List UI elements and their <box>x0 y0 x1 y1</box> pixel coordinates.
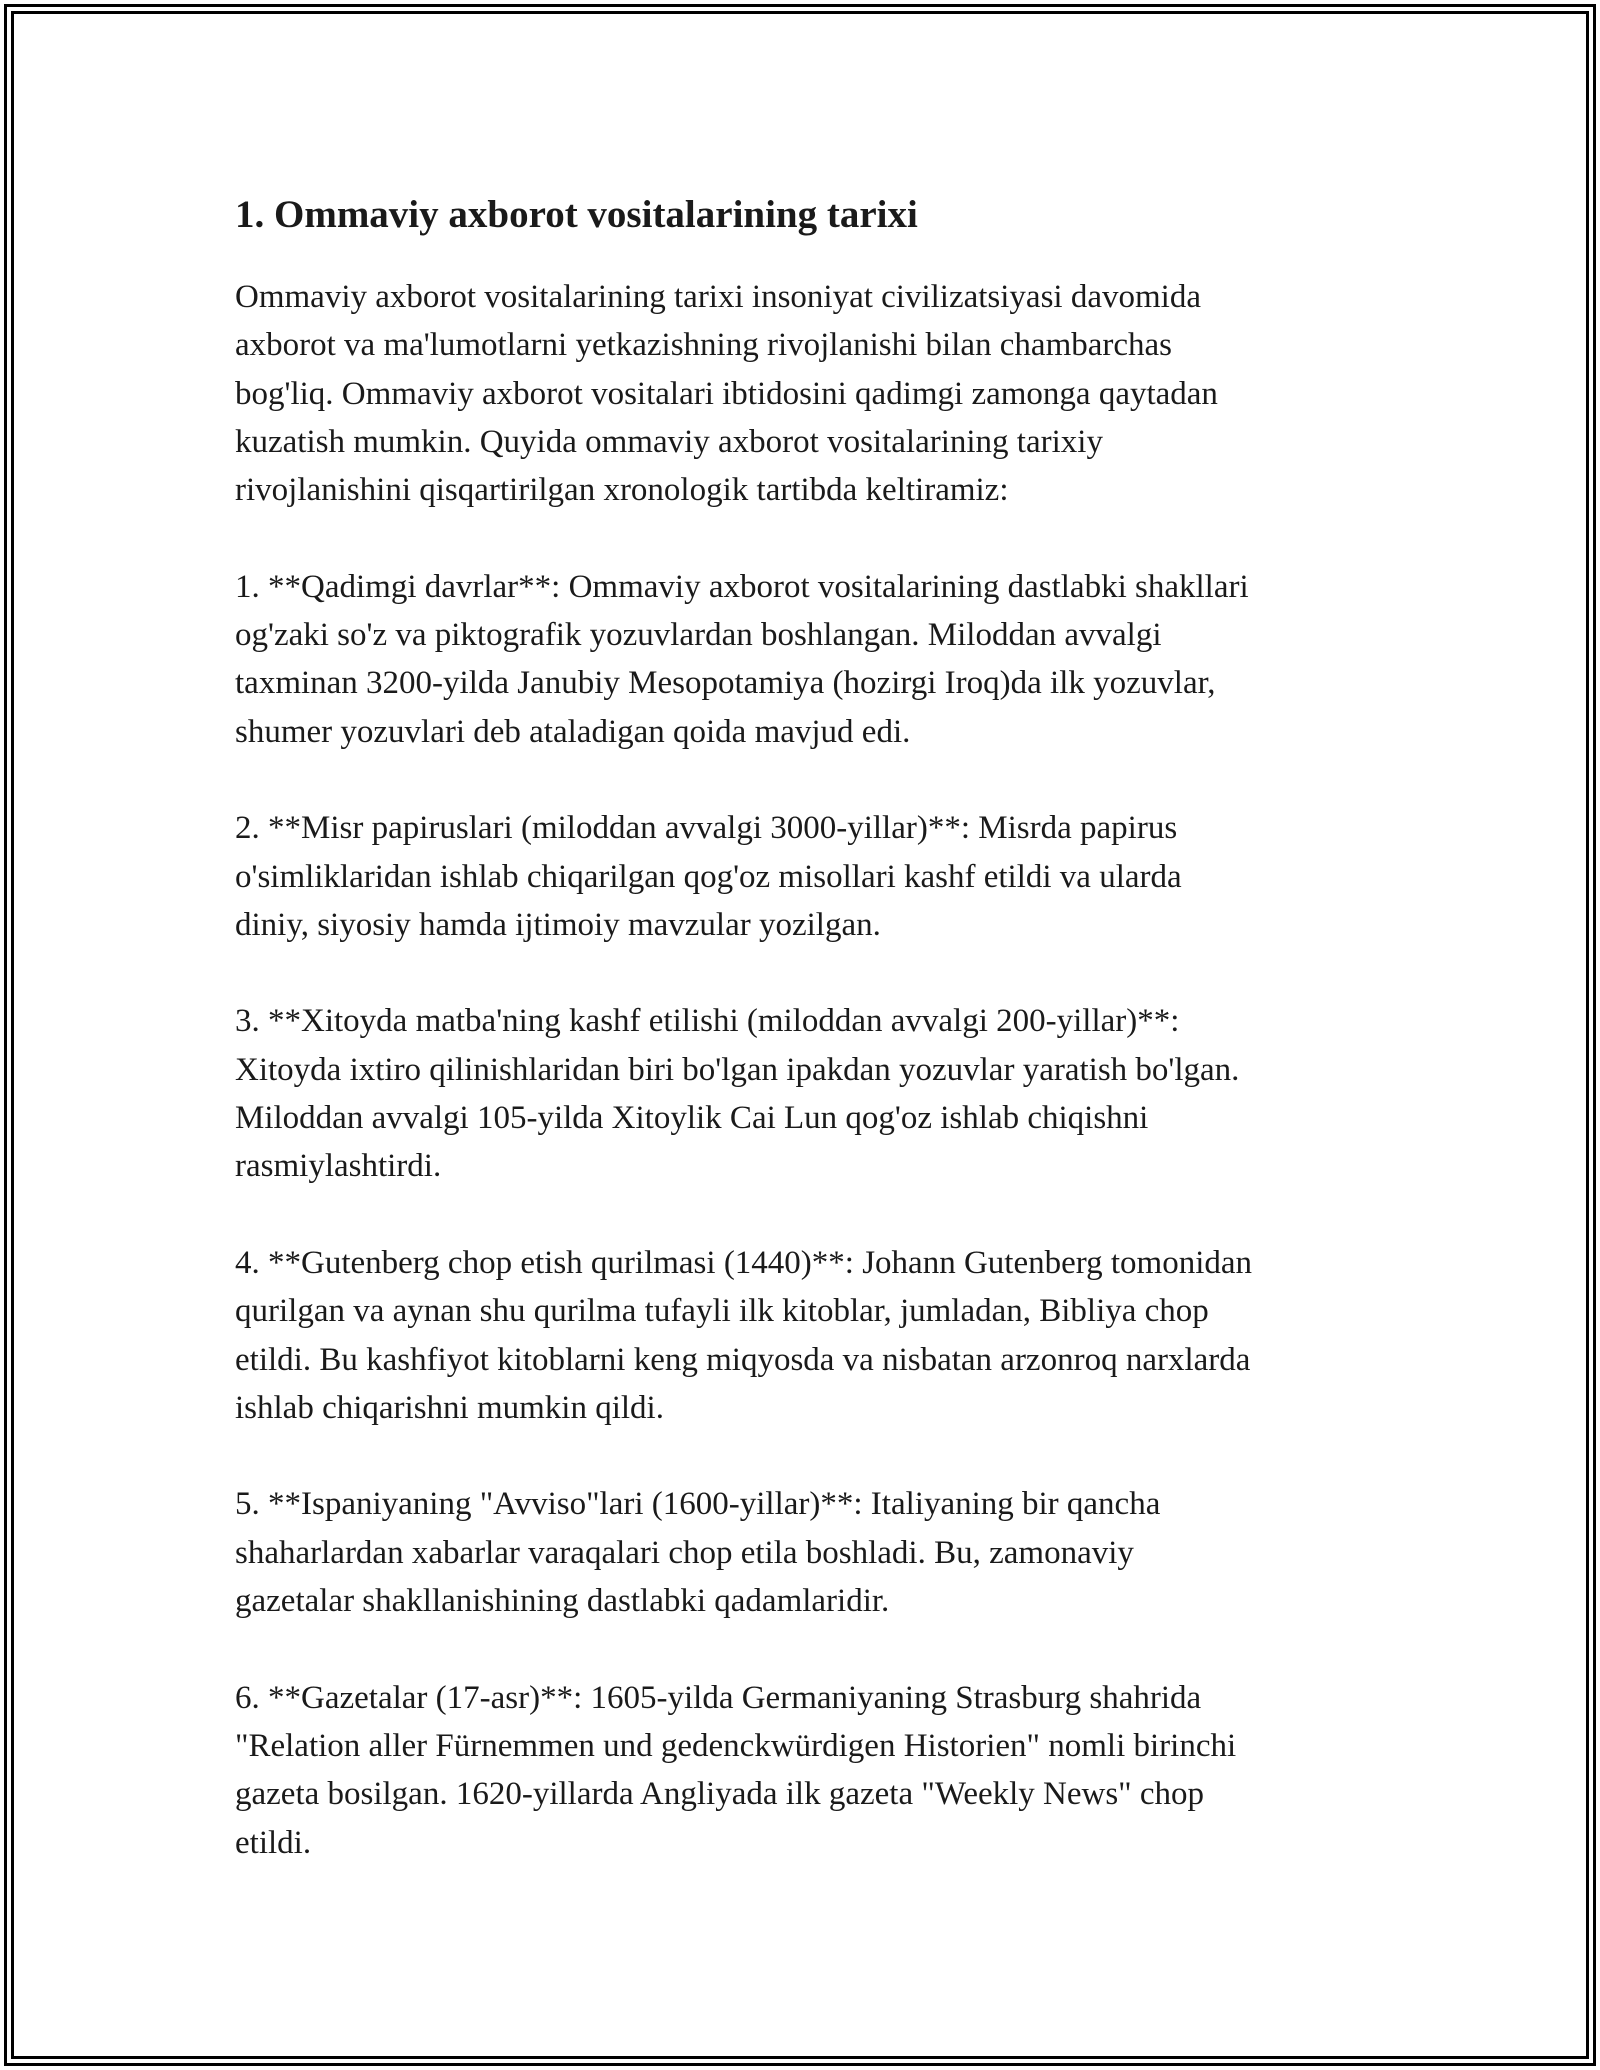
list-item-china-printing: 3. **Xitoyda matba'ning kashf etilishi (miloddan avvalgi 200-yillar)**: Xitoyda ixtiro qilinishlaridan biri bo'lgan ipakdan yozuvlar yaratish bo'lgan. Miloddan avvalgi 105-yilda Xitoylik Cai Lun qog'oz ishlab chiqishni rasmiylashtirdi. <box>235 1003 1240 1185</box>
list-item-gutenberg-press: 4. **Gutenberg chop etish qurilmasi (1440)**: Johann Gutenberg tomonidan qurilgan va aynan shu qurilma tufayli ilk kitoblar, jumladan, Bibliya chop etildi. Bu kashfiyot kitoblarni keng miqyosda va nisbatan arzonroq narxlarda ishlab chiqarishni mumkin qildi. <box>235 1244 1253 1426</box>
document-title: 1. Ommaviy axborot vositalarining tarixi <box>235 193 918 236</box>
list-item-newspapers: 6. **Gazetalar (17-asr)**: 1605-yilda Germaniyaning Strasburg shahrida "Relation aller Fürnemmen und gedenckwürdigen Historien" nomli birinchi gazeta bosilgan. 1620-yillarda Angliyada ilk gazeta "Weekly News" chop etildi. <box>235 1679 1237 1861</box>
list-item-ancient-times: 1. **Qadimgi davrlar**: Ommaviy axborot vositalarining dastlabki shakllari og'zaki so'z va piktografik yozuvlardan boshlangan. Miloddan avvalgi taxminan 3200-yilda Janubiy Mesopotamiya (hozirgi Iroq)da ilk yozuvlar, shumer yozuvlari deb ataladigan qoida mavjud edi. <box>235 568 1249 750</box>
list-item-egypt-papyrus: 2. **Misr papiruslari (miloddan avvalgi 3000-yillar)**: Misrda papirus o'simliklaridan ishlab chiqarilgan qog'oz misollari kashf etildi va ularda diniy, siyosiy hamda ijtimoiy mavzular yozilgan. <box>235 810 1182 943</box>
document-body <box>235 184 1385 1915</box>
intro-paragraph: Ommaviy axborot vositalarining tarixi insoniyat civilizatsiyasi davomida axborot va ma'lumotlarni yetkazishning rivojlanishi bilan chambarchas bog'liq. Ommaviy axborot vositalari ibtidosini qadimgi zamonga qaytadan kuzatish mumkin. Quyida ommaviy axborot vositalarining tarixiy rivojlanishini qisqartirilgan xronologik tartibda keltiramiz: <box>235 279 1218 509</box>
list-item-avviso: 5. **Ispaniyaning "Avviso"lari (1600-yillar)**: Italiyaning bir qancha shaharlardan xabarlar varaqalari chop etila boshladi. Bu, zamonaviy gazetalar shakllanishining dastlabki qadamlaridir. <box>235 1486 1161 1620</box>
